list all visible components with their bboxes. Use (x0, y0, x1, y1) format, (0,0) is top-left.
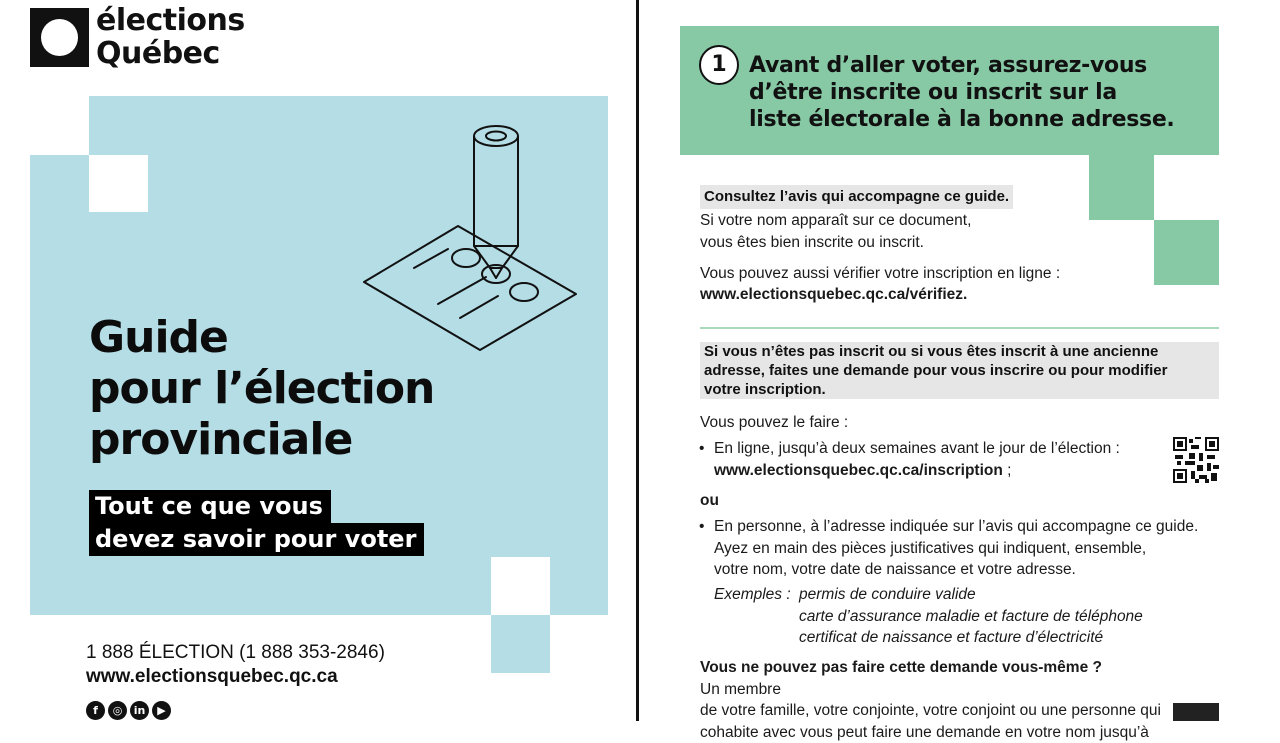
highlight-line: votre inscription. (700, 380, 1219, 399)
examples-list (799, 584, 1143, 649)
bullet-suffix: ; (1003, 462, 1012, 479)
logo-mark-icon (30, 8, 89, 67)
youtube-icon[interactable]: ▶ (152, 701, 171, 720)
step-heading-line: Avant d’aller voter, assurez-vous (749, 52, 1175, 79)
text-line: vous êtes bien inscrite ou inscrit. (700, 232, 971, 254)
closing-line: cohabite avec vous peut faire une demande en votre nom jusqu’à (700, 722, 1161, 743)
closing-line: de votre famille, votre conjointe, votre conjoint ou une personne qui (700, 700, 1161, 722)
tagline-line: devez savoir pour voter (89, 523, 424, 556)
bullet-dot: • (699, 438, 704, 460)
social-links (86, 701, 171, 720)
closing-paragraph (700, 657, 1161, 743)
decor-square (1154, 220, 1219, 285)
page-divider (636, 0, 639, 721)
step-heading-line: d’être inscrite ou inscrit sur la (749, 79, 1175, 106)
section2-highlight (700, 342, 1219, 399)
bullet-text: Ayez en main des pièces justificatives qui indiquent, ensemble, (714, 538, 1198, 560)
closing-rest: Un membre (700, 679, 1161, 701)
brand-logo (96, 4, 245, 70)
step-heading-line: liste électorale à la bonne adresse. (749, 106, 1175, 133)
cover-title-line: Guide (89, 312, 434, 363)
tagline-line: Tout ce que vous (89, 490, 331, 523)
section-separator (700, 327, 1219, 329)
decor-square (89, 155, 148, 212)
example-item: certificat de naissance et facture d’électricité (799, 627, 1143, 649)
cover-title-line: provinciale (89, 414, 434, 465)
cover-title (89, 312, 434, 465)
brand-line-2: Québec (96, 37, 245, 70)
step-number-badge: 1 (699, 45, 739, 85)
example-item: permis de conduire valide (799, 584, 1143, 606)
inscription-link[interactable]: www.electionsquebec.qc.ca/inscription (714, 462, 1003, 479)
decor-square (491, 615, 550, 673)
cover-tagline (89, 490, 424, 556)
hero-notch (30, 96, 89, 155)
verify-text: Vous pouvez aussi vérifier votre inscription en ligne : (700, 263, 1060, 285)
step-heading (749, 52, 1175, 133)
bullet-in-person (714, 516, 1198, 581)
section1-highlight: Consultez l’avis qui accompagne ce guide. (700, 185, 1013, 209)
brand-line-1: élections (96, 4, 245, 37)
bullet-text: votre nom, votre date de naissance et votre adresse. (714, 559, 1198, 581)
text-line: Si votre nom apparaît sur ce document, (700, 210, 971, 232)
qr-code-icon[interactable] (1173, 437, 1219, 483)
phone-number: 1 888 ÉLECTION (1 888 353-2846) (86, 642, 385, 664)
linkedin-icon[interactable]: in (130, 701, 149, 720)
highlight-line: adresse, faites une demande pour vous inscrire ou pour modifier (700, 361, 1219, 380)
decor-square (491, 557, 550, 615)
decor-square (1089, 155, 1154, 220)
qr-code-partial-icon (1173, 703, 1219, 721)
example-item: carte d’assurance maladie et facture de téléphone (799, 606, 1143, 628)
bullet-online (714, 438, 1120, 481)
facebook-icon[interactable]: f (86, 701, 105, 720)
bullet-text: En ligne, jusqu’à deux semaines avant le jour de l’élection : (714, 438, 1120, 460)
instagram-icon[interactable]: ◎ (108, 701, 127, 720)
bullet-text: En personne, à l’adresse indiquée sur l’avis qui accompagne ce guide. (714, 516, 1198, 538)
website-link[interactable]: www.electionsquebec.qc.ca (86, 666, 338, 688)
highlight-line: Si vous n’êtes pas inscrit ou si vous êtes inscrit à une ancienne (700, 342, 1219, 361)
section1-text (700, 210, 971, 253)
examples-label: Exemples : (714, 584, 791, 606)
or-separator: ou (700, 490, 719, 512)
bullet-dot: • (699, 516, 704, 538)
verify-link[interactable]: www.electionsquebec.qc.ca/vérifiez. (700, 284, 967, 306)
cover-title-line: pour l’élection (89, 363, 434, 414)
closing-bold: Vous ne pouvez pas faire cette demande vous-même ? (700, 659, 1102, 676)
section2-intro: Vous pouvez le faire : (700, 412, 848, 434)
